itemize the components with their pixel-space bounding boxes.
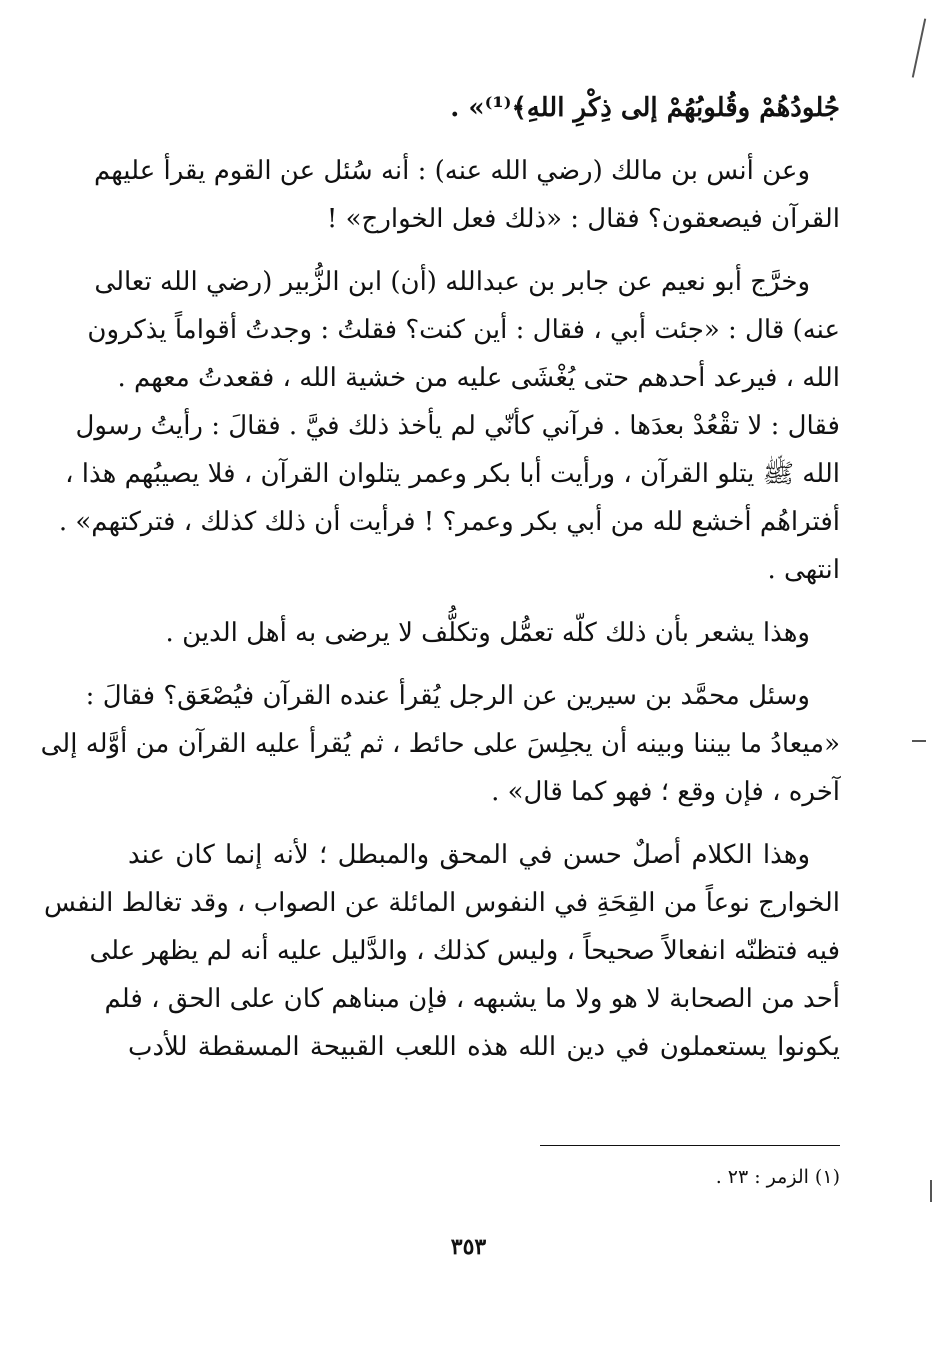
text-line: عنه) قال : «جئت أبي ، فقال : أين كنت؟ فقلتُ : وجدتُ أقواماً يذكرون — [87, 315, 840, 345]
text-line: يكونوا يستعملون في دين الله هذه اللعب القبيحة المسقطة للأدب — [128, 1032, 840, 1062]
scan-edge-mark-middle — [912, 740, 926, 742]
text-line: انتهى . — [767, 555, 840, 585]
text-line: «ميعادُ ما بيننا وبينه أن يجلِسَ على حائط ، ثم يُقرأ عليه القرآن من أوَّله إلى — [40, 729, 840, 759]
paragraph-gap — [128, 243, 840, 258]
paragraph-gap — [128, 816, 840, 831]
text-line: فقال : لا تقْعُدْ بعدَها . فرآني كأنّي لم يأخذ ذلك فيَّ . فقالَ : رأيتُ رسول — [75, 411, 840, 441]
paragraph-gap — [128, 657, 840, 672]
text-line: وهذا الكلام أصلٌ حسن في المحق والمبطل ؛ لأنه إنما كان عند — [128, 840, 810, 870]
scan-edge-mark-bottom — [930, 1180, 932, 1202]
text-line: وعن أنس بن مالك (رضي الله عنه) : أنه سُئل عن القوم يقرأ عليهم — [93, 156, 810, 186]
text-line: جُلودُهُمْ وقُلوبُهُمْ إلى ذِكْرِ اللهِ﴾⁽¹⁾» . — [450, 93, 840, 123]
text-line: أحد من الصحابة لا هو ولا ما يشبهه ، فإن مبناهم كان على الحق ، فلم — [104, 984, 840, 1014]
text-line: الله ، فيرعد أحدهم حتى يُغْشَى عليه من خشية الله ، فقعدتُ معهم . — [117, 363, 840, 393]
footnote: (١) الزمر : ٢٣ . — [715, 1166, 840, 1188]
paragraph-gap — [128, 132, 840, 147]
text-line: وسئل محمَّد بن سيرين عن الرجل يُقرأ عنده القرآن فيُصْعَق؟ فقالَ : — [85, 681, 810, 711]
text-line: القرآن فيصعقون؟ فقال : «ذلك فعل الخوارج» ! — [326, 204, 840, 234]
text-line: الخوارج نوعاً من القِحَةِ في النفوس المائلة عن الصواب ، وقد تغالط النفس — [44, 888, 840, 918]
footnote-divider — [540, 1145, 840, 1146]
body-text — [40, 84, 840, 1071]
page-number: ٣٥٣ — [450, 1234, 487, 1260]
scan-edge-mark-top — [912, 18, 926, 77]
text-line: فيه فتظنّه انفعالاً صحيحاً ، وليس كذلك ، والدَّليل عليه أنه لم يظهر على — [89, 936, 840, 966]
paragraph-gap — [128, 594, 840, 609]
text-line: أفتراهُم أخشع لله من أبي بكر وعمر؟ ! فرأيت أن ذلك كذلك ، فتركتهم» . — [58, 507, 840, 537]
text-line: وخرَّج أبو نعيم عن جابر بن عبدالله (أن) ابن الزُّبير (رضي الله تعالى — [94, 267, 810, 297]
text-line: الله ﷺ يتلو القرآن ، ورأيت أبا بكر وعمر يتلوان القرآن ، فلا يصيبُهم هذا ، — [65, 459, 840, 489]
text-line: آخره ، فإن وقع ؛ فهو كما قال» . — [491, 777, 840, 807]
text-line: وهذا يشعر بأن ذلك كلّه تعمُّل وتكلُّف لا يرضى به أهل الدين . — [165, 618, 810, 648]
